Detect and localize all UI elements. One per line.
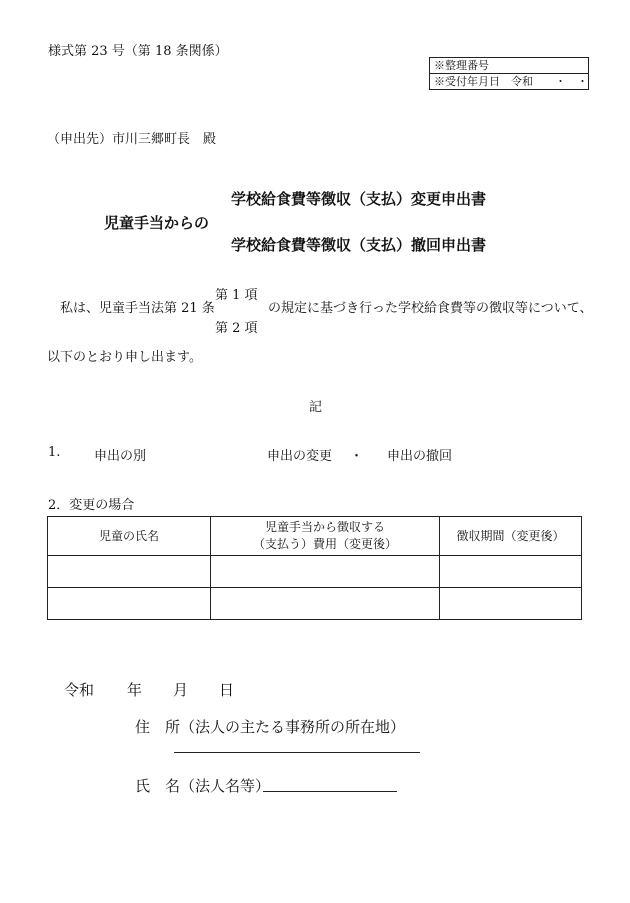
address-label: 住 所（法人の主たる事務所の所在地）: [135, 718, 406, 736]
title-change: 学校給食費等徴収（支払）変更申出書: [231, 190, 487, 208]
option-separator: ・: [350, 449, 364, 464]
received-era: 令和: [511, 75, 533, 88]
body-lead: 私は、児童手当法第 21 条: [60, 301, 215, 316]
col-fee-line2: （支払う）費用（変更後）: [252, 537, 397, 551]
clause-1: 第 1 項: [215, 288, 258, 303]
name-label: 氏 名（法人名等）: [135, 777, 271, 795]
fee-cell[interactable]: [211, 588, 440, 620]
col-fee-line1: 児童手当から徴収する: [264, 520, 385, 534]
name-field[interactable]: [263, 791, 397, 792]
address-field[interactable]: [174, 752, 420, 753]
fee-cell[interactable]: [211, 556, 440, 588]
table-row: [48, 556, 582, 588]
item1-label: 申出の別: [94, 449, 147, 464]
addressee: （申出先）市川三郷町長 殿: [47, 132, 217, 147]
child-name-cell[interactable]: [48, 556, 211, 588]
form-number: 様式第 23 号（第 18 条関係）: [48, 44, 228, 59]
date-era: 令和: [64, 681, 95, 699]
change-table: [47, 516, 582, 620]
child-name-cell[interactable]: [48, 588, 211, 620]
period-cell[interactable]: [440, 556, 582, 588]
option-change[interactable]: 申出の変更: [267, 449, 333, 464]
date-day: 日: [219, 681, 235, 699]
item2-label: 2．変更の場合: [48, 498, 135, 513]
col-fee: [211, 517, 440, 556]
option-withdraw[interactable]: 申出の撤回: [387, 449, 453, 464]
title-prefix: 児童手当からの: [104, 214, 210, 232]
body-tail: の規定に基づき行った学校給食費等の徴収等について、: [268, 301, 593, 316]
ki-heading: 記: [309, 400, 323, 415]
date-year: 年: [127, 681, 143, 699]
table-header-row: [48, 517, 582, 556]
received-dots: ・ ・: [555, 75, 588, 88]
period-cell[interactable]: [440, 588, 582, 620]
title-withdraw: 学校給食費等徴収（支払）撤回申出書: [231, 236, 487, 254]
table-row: [48, 588, 582, 620]
item1-number: 1.: [48, 445, 61, 460]
col-child-name: 児童の氏名: [48, 517, 211, 556]
col-period: 徴収期間（変更後）: [440, 517, 582, 556]
date-month: 月: [173, 681, 189, 699]
received-date-field[interactable]: [430, 73, 588, 89]
serial-number-field[interactable]: [430, 58, 588, 73]
body-line2: 以下のとおり申し出ます。: [47, 350, 202, 365]
reference-box: [429, 57, 589, 90]
clause-2: 第 2 項: [215, 321, 258, 336]
serial-number-label: ※整理番号: [434, 59, 489, 72]
received-date-label: ※受付年月日: [434, 75, 500, 88]
